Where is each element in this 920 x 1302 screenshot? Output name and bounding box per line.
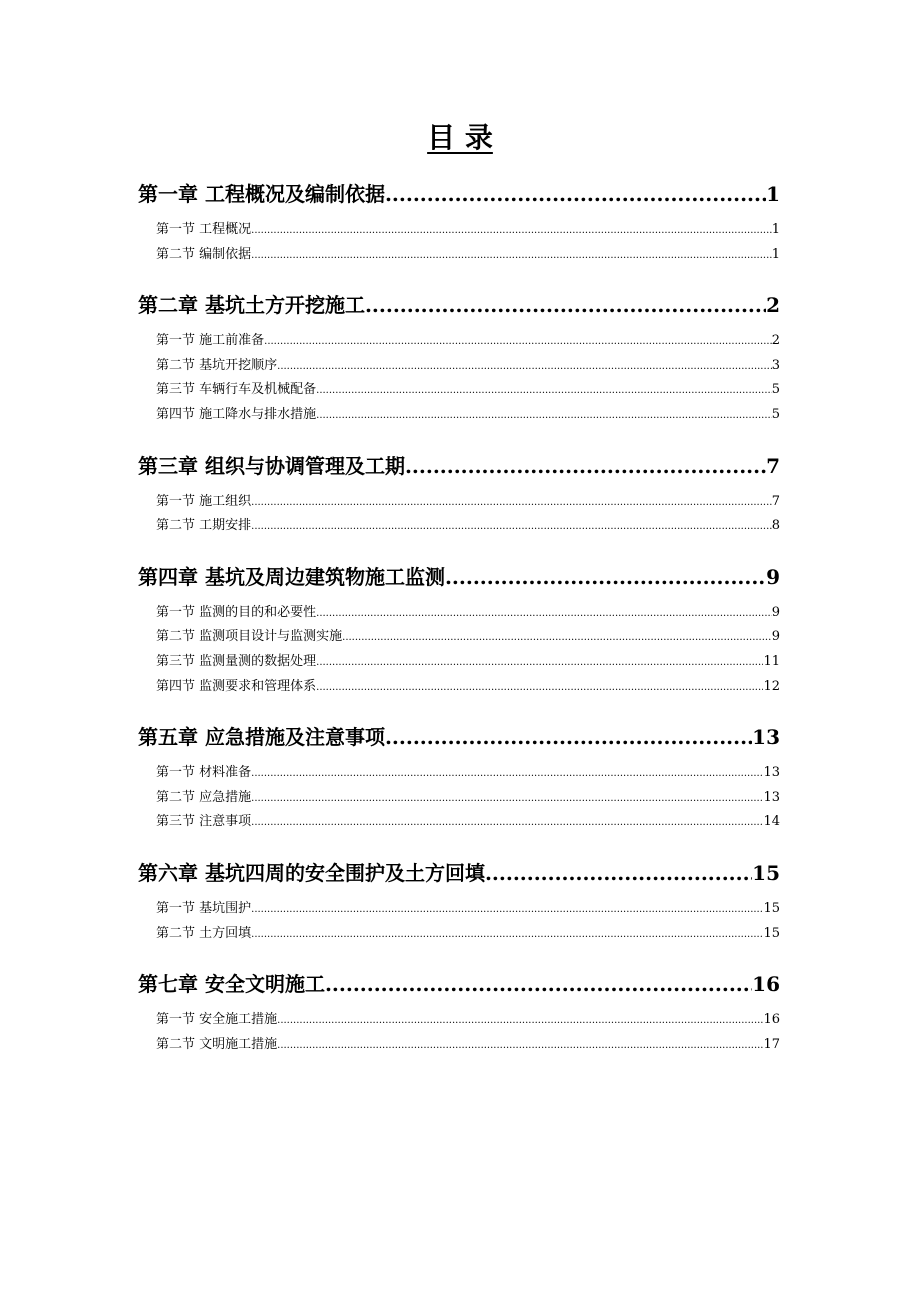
toc-section-entry[interactable] (156, 403, 780, 428)
toc-section-entry[interactable] (156, 218, 780, 243)
chapter-page-number: 2 (766, 293, 780, 318)
section-page-number: 5 (771, 382, 780, 398)
chapter-title: 第三章 组织与协调管理及工期 (138, 453, 405, 478)
dot-leader (316, 651, 763, 676)
dot-leader (316, 676, 763, 701)
dot-leader (385, 715, 752, 759)
section-page-number: 2 (771, 333, 780, 349)
chapter-page-number: 1 (766, 182, 780, 206)
toc-chapter-entry[interactable] (138, 555, 780, 599)
toc-section-entry[interactable] (156, 354, 780, 379)
toc-section-list (138, 1006, 780, 1057)
toc-chapter (138, 283, 780, 427)
section-title: 第一节 施工前准备 (156, 333, 265, 349)
section-title: 第三节 监测量测的数据处理 (156, 653, 317, 669)
dot-leader (251, 811, 763, 836)
section-title: 第二节 土方回填 (156, 925, 252, 941)
toc-chapter (138, 555, 780, 699)
toc-title-text: 目 录 (427, 121, 493, 154)
chapter-title: 第五章 应急措施及注意事项 (138, 725, 385, 750)
chapter-title: 第一章 工程概况及编制依据 (138, 182, 385, 206)
section-title: 第一节 施工组织 (156, 493, 252, 509)
section-title: 第一节 监测的目的和必要性 (156, 604, 317, 620)
toc-section-list (138, 759, 780, 835)
dot-leader (445, 555, 766, 599)
toc-section-entry[interactable] (156, 786, 780, 811)
toc-section-entry[interactable] (156, 514, 780, 539)
chapter-title: 第七章 安全文明施工 (138, 972, 325, 997)
dot-leader (277, 1034, 763, 1059)
dot-leader (485, 851, 752, 895)
section-title: 第二节 基坑开挖顺序 (156, 357, 278, 373)
section-title: 第三节 车辆行车及机械配备 (156, 382, 317, 398)
toc-chapter-entry[interactable] (138, 962, 780, 1006)
chapter-title: 第六章 基坑四周的安全围护及土方回填 (138, 860, 485, 885)
dot-leader (365, 283, 766, 327)
dot-leader (264, 330, 772, 355)
toc-section-entry[interactable] (156, 378, 780, 403)
toc-chapter (138, 172, 780, 267)
toc-chapter (138, 851, 780, 946)
section-page-number: 9 (771, 604, 780, 620)
toc-section-list (138, 327, 780, 427)
dot-leader (316, 379, 772, 404)
section-title: 第四节 施工降水与排水措施 (156, 406, 317, 422)
toc-section-list (138, 216, 780, 267)
toc-section-list (138, 599, 780, 699)
chapter-page-number: 16 (752, 972, 780, 997)
section-page-number: 9 (771, 629, 780, 645)
dot-leader (251, 244, 772, 269)
section-page-number: 7 (771, 493, 780, 509)
toc-chapter (138, 715, 780, 835)
section-title: 第二节 监测项目设计与监测实施 (156, 629, 343, 645)
toc-chapter-entry[interactable] (138, 715, 780, 759)
toc-section-list (138, 488, 780, 539)
dot-leader (251, 923, 763, 948)
section-page-number: 15 (763, 925, 780, 941)
section-title: 第二节 文明施工措施 (156, 1036, 278, 1052)
dot-leader (251, 491, 772, 516)
dot-leader (277, 1009, 763, 1034)
section-title: 第一节 材料准备 (156, 765, 252, 781)
section-page-number: 11 (763, 653, 780, 669)
section-title: 第三节 注意事项 (156, 814, 252, 830)
section-title: 第一节 工程概况 (156, 222, 252, 237)
toc-section-entry[interactable] (156, 1008, 780, 1033)
chapter-page-number: 9 (766, 564, 780, 589)
section-title: 第一节 安全施工措施 (156, 1012, 278, 1028)
section-page-number: 12 (763, 678, 780, 694)
toc-section-entry[interactable] (156, 650, 780, 675)
section-page-number: 15 (763, 900, 780, 916)
section-title: 第二节 编制依据 (156, 246, 252, 262)
dot-leader (251, 762, 763, 787)
section-page-number: 13 (763, 765, 780, 781)
toc-section-entry[interactable] (156, 675, 780, 700)
toc-section-entry[interactable] (156, 897, 780, 922)
dot-leader (251, 515, 772, 540)
dot-leader (277, 355, 772, 380)
section-title: 第一节 基坑围护 (156, 900, 252, 916)
toc-chapter-entry[interactable] (138, 172, 780, 216)
section-page-number: 5 (771, 406, 780, 422)
section-title: 第四节 监测要求和管理体系 (156, 678, 317, 694)
toc-section-entry[interactable] (156, 810, 780, 835)
dot-leader (405, 444, 766, 488)
toc-section-entry[interactable] (156, 329, 780, 354)
toc-title (0, 118, 920, 158)
chapter-title: 第二章 基坑土方开挖施工 (138, 293, 365, 318)
toc-section-entry[interactable] (156, 490, 780, 515)
dot-leader (251, 898, 763, 923)
toc-section-entry[interactable] (156, 243, 780, 268)
section-page-number: 1 (771, 222, 780, 237)
section-title: 第二节 应急措施 (156, 789, 252, 805)
dot-leader (316, 602, 772, 627)
chapter-page-number: 7 (766, 453, 780, 478)
dot-leader (385, 172, 766, 216)
dot-leader (251, 219, 772, 244)
section-page-number: 1 (771, 246, 780, 262)
toc-section-entry[interactable] (156, 625, 780, 650)
toc-chapter-entry[interactable] (138, 851, 780, 895)
dot-leader (325, 962, 752, 1006)
section-page-number: 14 (763, 814, 780, 830)
toc-section-entry[interactable] (156, 1033, 780, 1058)
toc-section-entry[interactable] (156, 761, 780, 786)
toc-section-list (138, 895, 780, 946)
toc-chapter (138, 444, 780, 539)
chapter-page-number: 13 (752, 725, 780, 750)
dot-leader (342, 626, 772, 651)
section-page-number: 13 (763, 789, 780, 805)
section-page-number: 17 (763, 1036, 780, 1052)
toc-chapter (138, 962, 780, 1057)
toc-chapter-entry[interactable] (138, 283, 780, 327)
table-of-contents (138, 172, 780, 1057)
section-page-number: 16 (763, 1012, 780, 1028)
section-title: 第二节 工期安排 (156, 518, 252, 534)
chapter-title: 第四章 基坑及周边建筑物施工监测 (138, 564, 445, 589)
toc-section-entry[interactable] (156, 922, 780, 947)
section-page-number: 8 (771, 518, 780, 534)
toc-chapter-entry[interactable] (138, 444, 780, 488)
dot-leader (316, 404, 772, 429)
toc-section-entry[interactable] (156, 601, 780, 626)
chapter-page-number: 15 (752, 860, 780, 885)
section-page-number: 3 (771, 357, 780, 373)
dot-leader (251, 787, 763, 812)
